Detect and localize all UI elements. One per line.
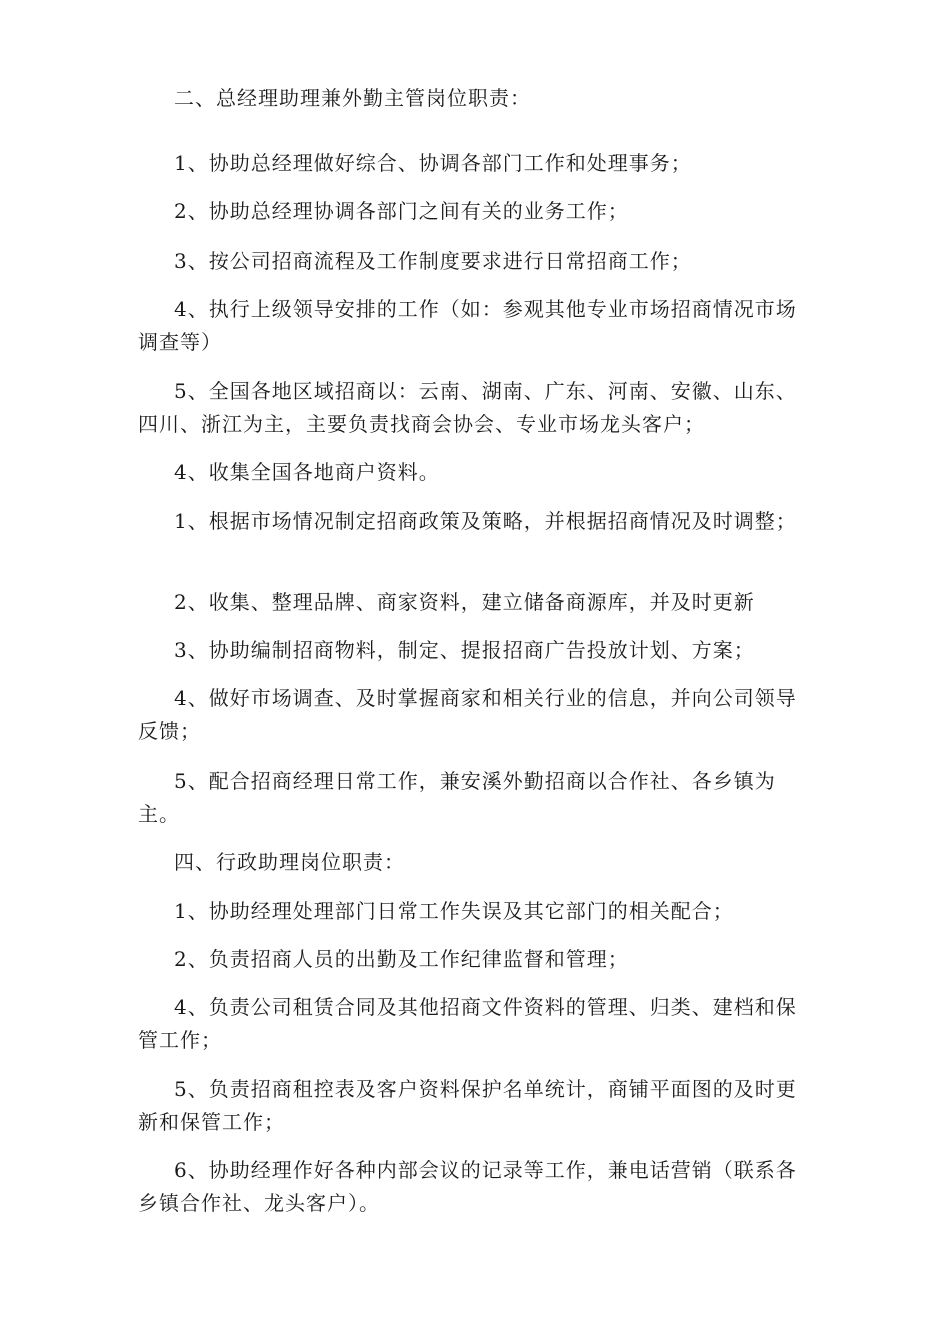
paragraph-item: 1、协助经理处理部门日常工作失误及其它部门的相关配合；	[174, 899, 734, 923]
paragraph-item: 6、协助经理作好各种内部会议的记录等工作，兼电话营销（联系各乡镇合作社、龙头客户）。	[138, 1158, 797, 1215]
paragraph-item: 4、负责公司租赁合同及其他招商文件资料的管理、归类、建档和保管工作；	[138, 995, 797, 1052]
paragraph-item: 3、按公司招商流程及工作制度要求进行日常招商工作；	[174, 249, 692, 273]
paragraph-item: 5、配合招商经理日常工作，兼安溪外勤招商以合作社、各乡镇为主。	[138, 769, 776, 826]
paragraph-item: 5、负责招商租控表及客户资料保护名单统计，商铺平面图的及时更新和保管工作；	[138, 1077, 797, 1134]
paragraph-item: 4、收集全国各地商户资料。	[174, 460, 440, 484]
paragraph-item: 2、协助总经理协调各部门之间有关的业务工作；	[174, 199, 629, 223]
paragraph-item: 1、根据市场情况制定招商政策及策略，并根据招商情况及时调整；	[174, 509, 797, 533]
paragraph-item: 2、负责招商人员的出勤及工作纪律监督和管理；	[174, 947, 629, 971]
paragraph-item: 4、做好市场调查、及时掌握商家和相关行业的信息，并向公司领导反馈；	[138, 686, 797, 743]
paragraph-item: 5、全国各地区域招商以：云南、湖南、广东、河南、安徽、山东、四川、浙江为主，主要负责找商会协会、专业市场龙头客户；	[138, 379, 797, 436]
paragraph-item: 4、执行上级领导安排的工作（如：参观其他专业市场招商情况市场调查等）	[138, 297, 797, 354]
section-heading-assistant-gm: 二、总经理助理兼外勤主管岗位职责：	[174, 86, 531, 110]
section-heading-admin-assistant: 四、行政助理岗位职责：	[174, 850, 405, 874]
paragraph-item: 3、协助编制招商物料，制定、提报招商广告投放计划、方案；	[174, 638, 755, 662]
paragraph-item: 1、协助总经理做好综合、协调各部门工作和处理事务；	[174, 151, 692, 175]
paragraph-item: 2、收集、整理品牌、商家资料，建立储备商源库，并及时更新	[174, 590, 755, 614]
